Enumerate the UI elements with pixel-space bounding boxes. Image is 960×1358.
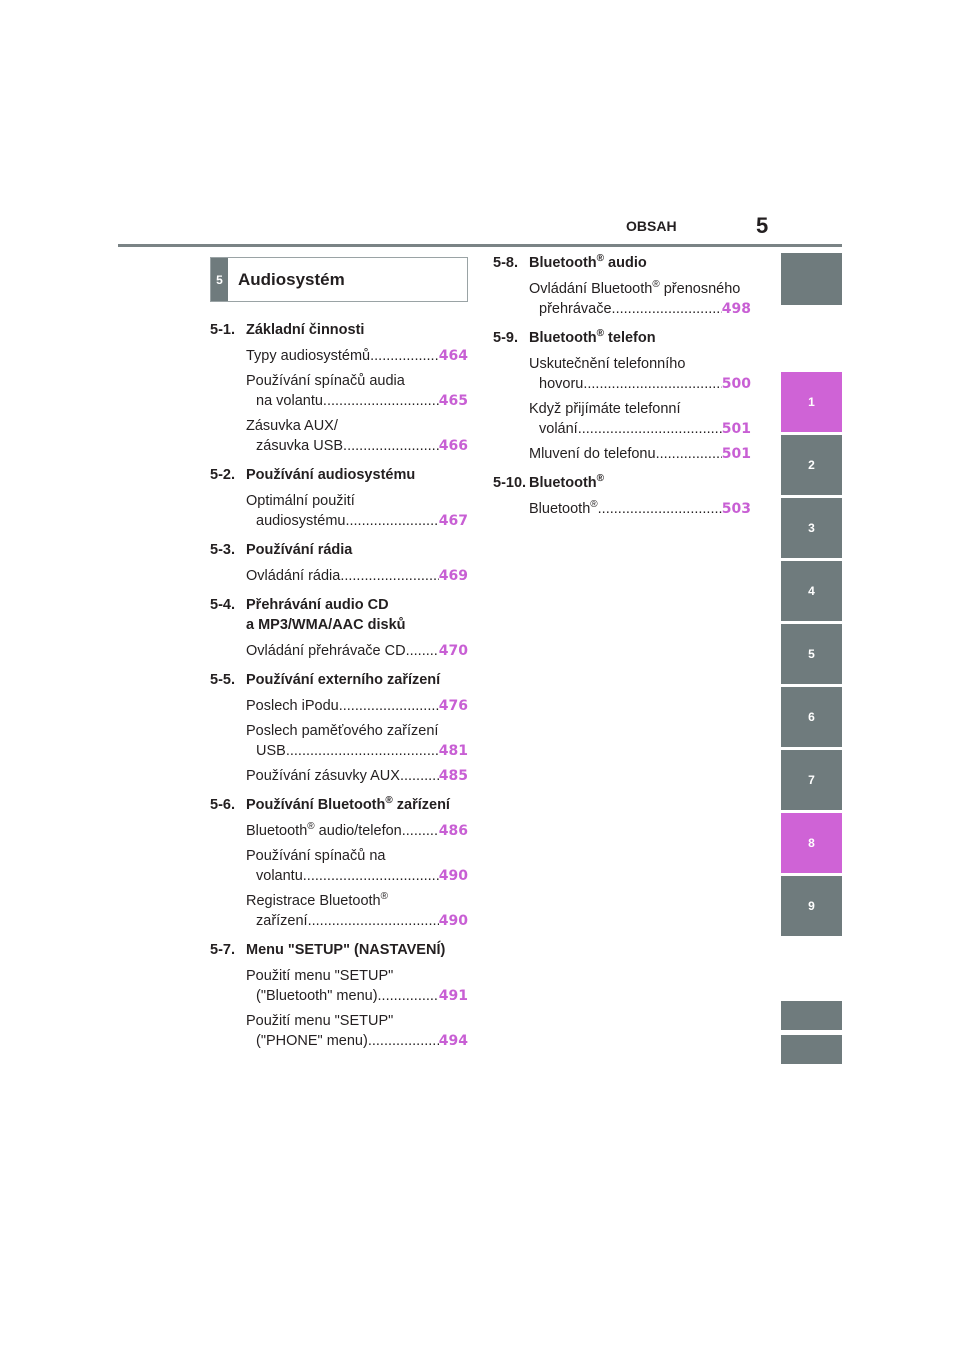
registered-mark: ®: [596, 328, 605, 340]
entry-text: Ovládání rádia: [246, 568, 341, 584]
dot-leader: [308, 911, 439, 931]
chapter-title-text: Základní činnosti: [246, 322, 365, 338]
entry-text: Poslech iPodu: [246, 698, 339, 714]
entry-text: Bluetooth: [246, 823, 308, 839]
entry-line: [246, 891, 468, 911]
entry-line: Zásuvka AUX/: [246, 418, 338, 434]
page-number-link: 501: [721, 446, 751, 462]
entry-last-line: [246, 821, 468, 841]
toc-chapter-group: [210, 465, 468, 531]
dot-leader: [400, 766, 439, 786]
chapter-number: 5-3.: [210, 542, 235, 558]
dot-leader: [583, 374, 721, 394]
page-number-link: 486: [438, 823, 468, 839]
toc-chapter-group: [210, 940, 468, 1051]
entry-text: Bluetooth: [529, 501, 591, 517]
dot-leader: [340, 566, 438, 586]
chapter-tab-5[interactable]: 5: [781, 624, 842, 684]
entry-text: Ovládání Bluetooth: [529, 281, 653, 297]
chapter-title-text: Používání rádia: [246, 542, 353, 558]
entry-last-line: [246, 436, 468, 456]
chapter-tab-1[interactable]: 1: [781, 372, 842, 432]
entry-text: Registrace Bluetooth: [246, 893, 381, 909]
entry-last-line: [246, 641, 468, 661]
page-number-link: 494: [438, 1033, 468, 1049]
page-number-link: 501: [721, 421, 751, 437]
entry-line: Poslech paměťového zařízení: [246, 723, 439, 739]
header-title: OBSAH: [626, 218, 677, 234]
chapter-number: 5-5.: [210, 672, 235, 688]
page-number-link: 470: [438, 643, 468, 659]
chapter-title: [529, 473, 751, 493]
dot-leader: [612, 299, 722, 319]
dot-leader: [406, 641, 439, 661]
toc-chapter-heading: [210, 670, 468, 690]
chapter-tab-3[interactable]: 3: [781, 498, 842, 558]
chapter-number: 5-2.: [210, 467, 235, 483]
entry-last-line: [246, 346, 468, 366]
entry-line: [529, 279, 751, 299]
page-number-link: 500: [721, 376, 751, 392]
section-number: 5: [211, 258, 228, 301]
chapter-number: 5-1.: [210, 322, 235, 338]
chapter-number: 5-6.: [210, 797, 235, 813]
dot-leader: [578, 419, 722, 439]
entry-line: Použití menu "SETUP": [246, 968, 394, 984]
toc-chapter-heading: [493, 473, 751, 493]
toc-chapter-group: [210, 540, 468, 586]
entry-line: Používání spínačů audia: [246, 373, 405, 389]
entry-last-line: [246, 566, 468, 586]
dot-leader: [323, 391, 439, 411]
header-rule: [118, 244, 842, 247]
chapter-tab-4[interactable]: 4: [781, 561, 842, 621]
chapter-title: [529, 328, 751, 348]
toc-entry[interactable]: [246, 1011, 468, 1051]
page-number-link: 476: [438, 698, 468, 714]
entry-text: hovoru: [539, 376, 584, 392]
toc-chapter-heading: [210, 940, 468, 960]
chapter-title: [246, 670, 468, 690]
toc-chapter-group: [493, 328, 751, 464]
toc-entry[interactable]: [246, 346, 468, 366]
page-number-link: 466: [438, 438, 468, 454]
entry-text: Mluvení do telefonu: [529, 446, 656, 462]
dot-leader: [378, 986, 439, 1006]
dot-leader: [343, 436, 439, 456]
toc-chapter-heading: [210, 320, 468, 340]
chapter-title-text: Používání Bluetooth: [246, 797, 386, 813]
entry-last-line: [246, 696, 468, 716]
toc-entry[interactable]: [529, 444, 751, 464]
toc-chapter-group: [493, 473, 751, 519]
chapter-tab-7[interactable]: 7: [781, 750, 842, 810]
section-heading: [210, 257, 468, 302]
entry-text: volantu: [256, 868, 303, 884]
entry-text: [529, 499, 598, 519]
dot-leader: [303, 866, 439, 886]
entry-last-line: [246, 866, 468, 886]
dot-leader: [402, 821, 439, 841]
chapter-number: 5-7.: [210, 942, 235, 958]
dot-leader: [286, 741, 439, 761]
page-number-link: 490: [438, 913, 468, 929]
toc-chapter-group: [210, 670, 468, 786]
page-number-link: 464: [438, 348, 468, 364]
dot-leader: [598, 499, 722, 519]
toc-entry[interactable]: [529, 499, 751, 519]
toc-entry[interactable]: [246, 641, 468, 661]
registered-mark: ®: [385, 795, 393, 807]
entry-last-line: [246, 391, 468, 411]
toc-entry[interactable]: [246, 696, 468, 716]
chapter-title-text: Menu "SETUP" (NASTAVENÍ): [246, 942, 446, 958]
page-number-link: 498: [721, 301, 751, 317]
toc-chapter-heading: [210, 540, 468, 560]
toc-chapter-group: [210, 595, 468, 661]
toc-entry[interactable]: [246, 416, 468, 456]
page-number-link: 467: [438, 513, 468, 529]
toc-chapter-group: [210, 320, 468, 456]
chapter-number: 5-10.: [493, 475, 527, 491]
registered-mark: ®: [596, 473, 605, 485]
toc-entry[interactable]: [529, 399, 751, 439]
entry-last-line: [529, 419, 751, 439]
page-number-link: 490: [438, 868, 468, 884]
entry-text: ("Bluetooth" menu): [256, 988, 378, 1004]
registered-mark: ®: [380, 891, 388, 903]
toc-entry[interactable]: [246, 491, 468, 531]
entry-line: Použití menu "SETUP": [246, 1013, 394, 1029]
section-title: Audiosystém: [238, 269, 345, 289]
chapter-title: [246, 465, 468, 485]
chapter-title: [529, 253, 751, 273]
dot-leader: [370, 346, 439, 366]
toc-entry[interactable]: [246, 821, 468, 841]
toc-entry[interactable]: [246, 966, 468, 1006]
toc-entry[interactable]: [246, 566, 468, 586]
toc-entry[interactable]: [246, 721, 468, 761]
chapter-title-line2: a MP3/WMA/AAC disků: [246, 617, 406, 633]
toc-entry[interactable]: [246, 846, 468, 886]
entry-last-line: [529, 299, 751, 319]
chapter-title-text-suffix: audio: [604, 255, 647, 271]
chapter-title-text: Používání audiosystému: [246, 467, 416, 483]
toc-chapter-heading: [210, 465, 468, 485]
chapter-title-text: Přehrávání audio CD: [246, 597, 389, 613]
chapter-title: [246, 540, 468, 560]
entry-last-line: [246, 911, 468, 931]
entry-text: zásuvka USB: [256, 438, 344, 454]
entry-last-line: [246, 986, 468, 1006]
toc-chapter-heading: [493, 253, 751, 273]
entry-last-line: [529, 374, 751, 394]
toc-chapter-heading: [493, 328, 751, 348]
chapter-tab-2[interactable]: 2: [781, 435, 842, 495]
dot-leader: [368, 1031, 439, 1051]
chapter-tab-8[interactable]: 8: [781, 813, 842, 873]
entry-last-line: [246, 766, 468, 786]
entry-line: Používání spínačů na: [246, 848, 386, 864]
page-number-link: 465: [438, 393, 468, 409]
entry-text: ("PHONE" menu): [256, 1033, 368, 1049]
entry-text: na volantu: [256, 393, 323, 409]
toc-chapter-heading: [210, 795, 468, 815]
registered-mark: ®: [307, 821, 315, 833]
registered-mark: ®: [590, 499, 598, 511]
chapter-title: [246, 795, 468, 815]
chapter-tab-6[interactable]: 6: [781, 687, 842, 747]
chapter-number: 5-9.: [493, 330, 518, 346]
chapter-tab-blank[interactable]: [781, 1035, 842, 1064]
page-number-link: 469: [438, 568, 468, 584]
chapter-title-text: Bluetooth: [529, 475, 597, 491]
toc-column-left: [210, 320, 468, 1060]
registered-mark: ®: [652, 279, 660, 291]
entry-last-line: [529, 499, 751, 519]
toc-chapter-group: [493, 253, 751, 319]
chapter-tab-9[interactable]: 9: [781, 876, 842, 936]
chapter-tab-blank[interactable]: [781, 253, 842, 305]
toc-entry[interactable]: [529, 354, 751, 394]
entry-last-line: [529, 444, 751, 464]
registered-mark: ®: [596, 253, 605, 265]
dot-leader: [345, 511, 438, 531]
chapter-title-text: Bluetooth: [529, 330, 597, 346]
entry-line: Když přijímáte telefonní: [529, 401, 681, 417]
entry-last-line: [246, 741, 468, 761]
chapter-title-text-suffix: zařízení: [392, 797, 450, 813]
chapter-title-text: Bluetooth: [529, 255, 597, 271]
page-number-link: 485: [438, 768, 468, 784]
page-number-link: 481: [438, 743, 468, 759]
chapter-title: [246, 940, 468, 960]
header-chapter-number: 5: [756, 213, 769, 238]
entry-text: Typy audiosystémů: [246, 348, 371, 364]
entry-text: zařízení: [256, 913, 308, 929]
dot-leader: [656, 444, 722, 464]
toc-entry[interactable]: [246, 371, 468, 411]
entry-text: Používání zásuvky AUX: [246, 768, 400, 784]
chapter-title: [246, 595, 468, 635]
entry-last-line: [246, 511, 468, 531]
toc-entry[interactable]: [529, 279, 751, 319]
entry-text-suffix: přenosného: [659, 281, 741, 297]
entry-line: Uskutečnění telefonního: [529, 356, 686, 372]
entry-text: [246, 821, 402, 841]
entry-text: přehrávače: [539, 301, 612, 317]
chapter-title-text-suffix: telefon: [604, 330, 656, 346]
toc-chapter-heading: [210, 595, 468, 635]
dot-leader: [339, 696, 439, 716]
page-number-link: 491: [438, 988, 468, 1004]
entry-last-line: [246, 1031, 468, 1051]
entry-text: USB: [256, 743, 286, 759]
toc-entry[interactable]: [246, 891, 468, 931]
toc-entry[interactable]: [246, 766, 468, 786]
toc-column-right: [493, 253, 751, 528]
page-number-link: 503: [721, 501, 751, 517]
chapter-title: [246, 320, 468, 340]
entry-text: volání: [539, 421, 578, 437]
chapter-number: 5-8.: [493, 255, 518, 271]
entry-text: Ovládání přehrávače CD: [246, 643, 406, 659]
entry-text: audiosystému: [256, 513, 346, 529]
entry-line: Optimální použití: [246, 493, 355, 509]
chapter-tab-blank[interactable]: [781, 1001, 842, 1030]
toc-chapter-group: [210, 795, 468, 931]
entry-text-suffix: audio/telefon: [314, 823, 402, 839]
chapter-number: 5-4.: [210, 597, 235, 613]
chapter-title-text: Používání externího zařízení: [246, 672, 441, 688]
